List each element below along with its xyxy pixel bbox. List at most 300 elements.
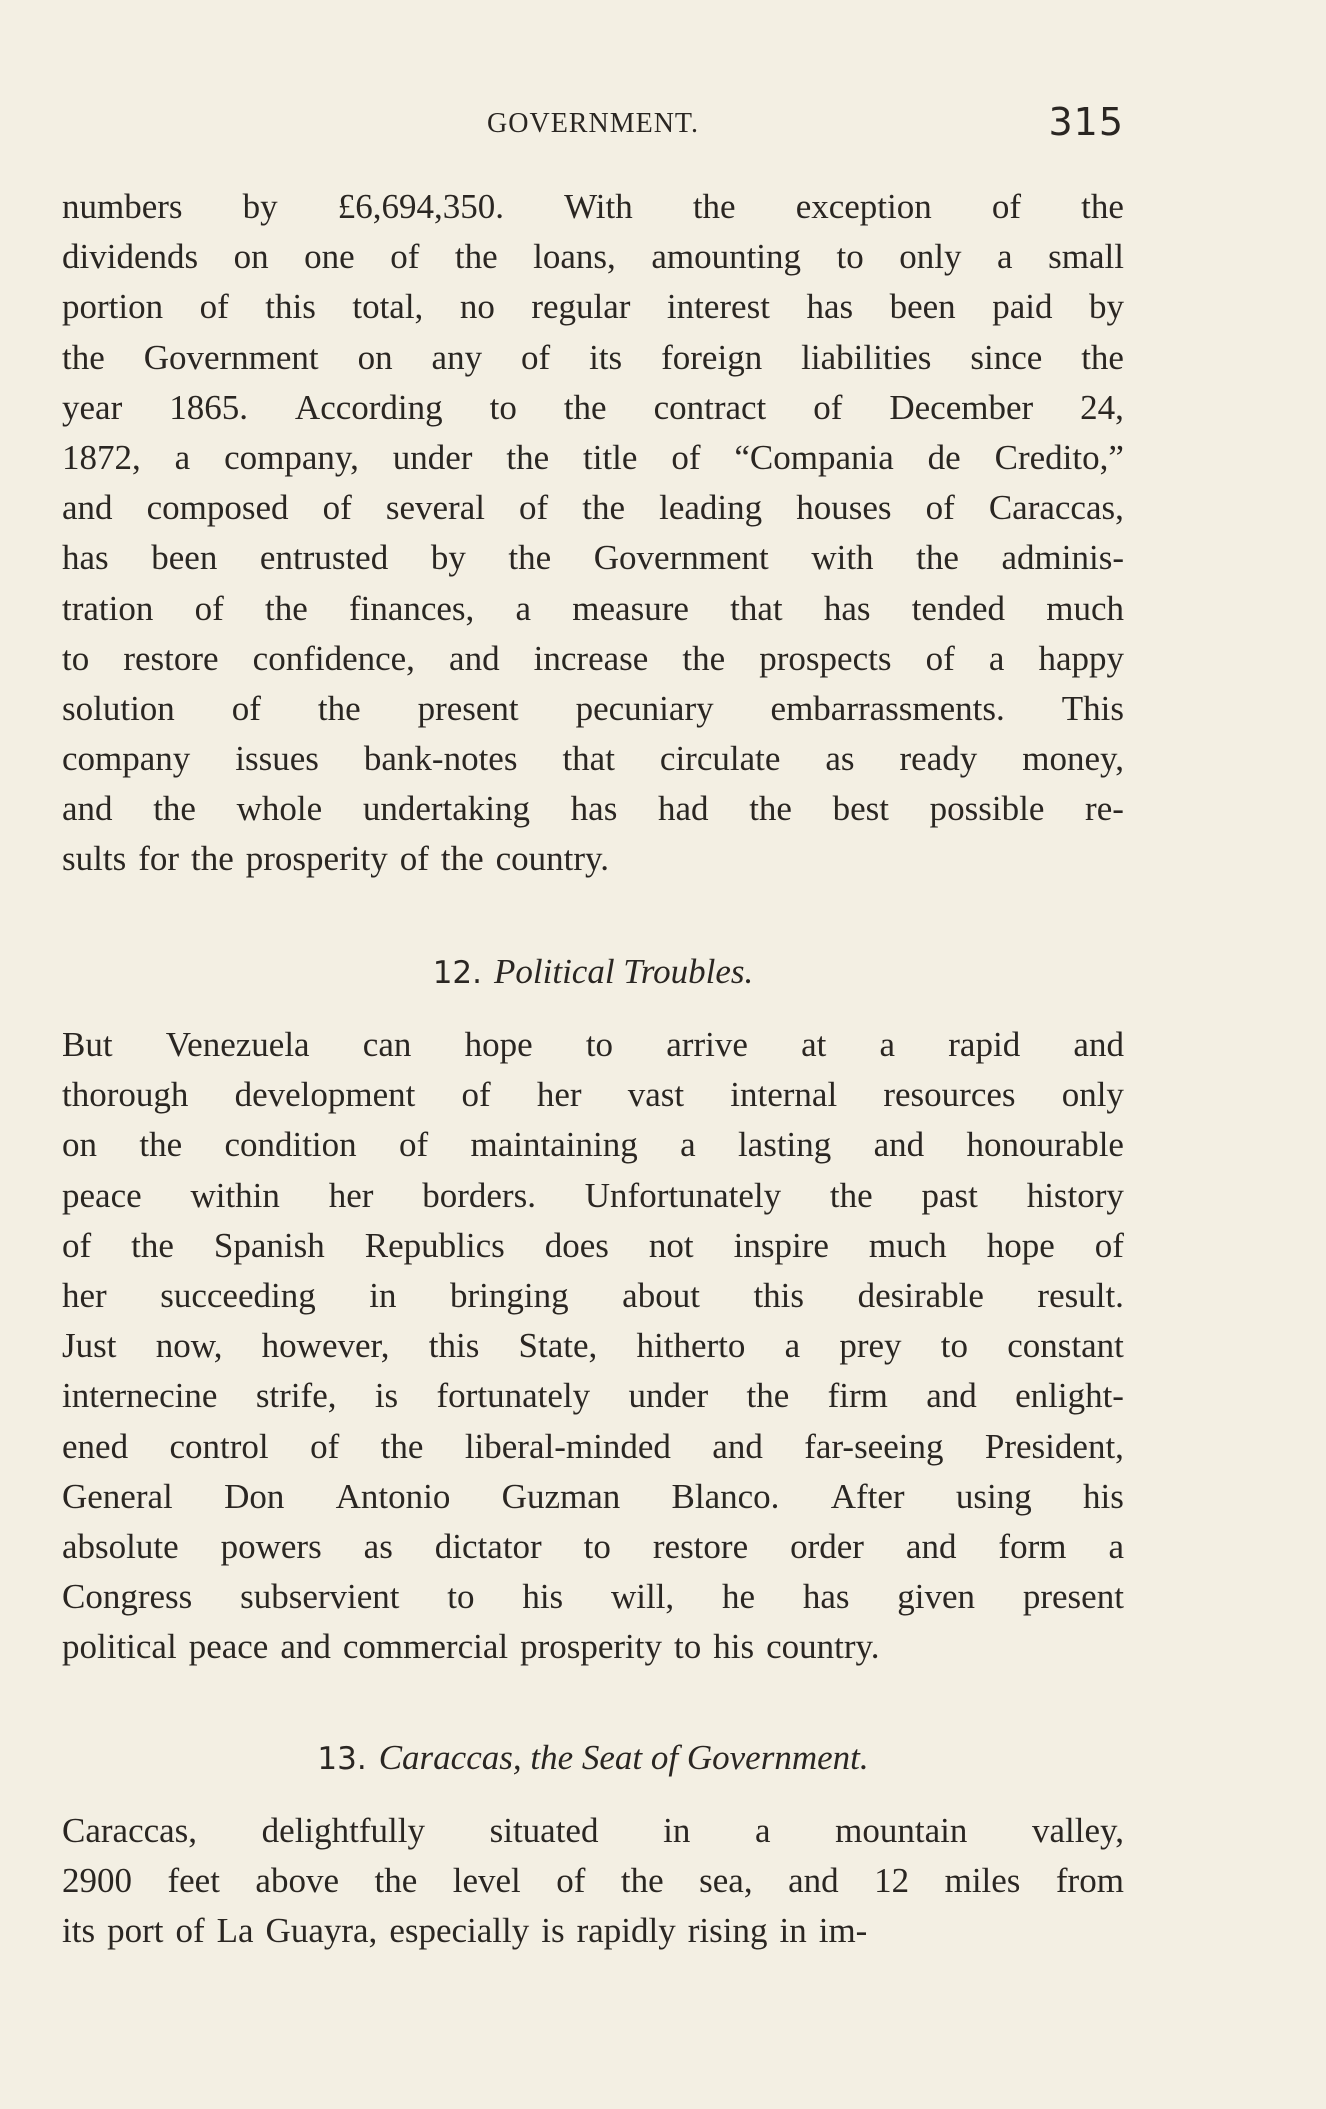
word: internecine [62, 1376, 218, 1416]
word: to [447, 1577, 475, 1617]
word: La [216, 1911, 254, 1951]
text-line [62, 1527, 1124, 1577]
word: of [813, 387, 843, 427]
word: in [663, 1811, 691, 1850]
text-line [62, 237, 1124, 287]
word: vast [627, 1075, 685, 1115]
word: amounting [651, 237, 802, 277]
word: hitherto [636, 1326, 746, 1366]
word: arrive [666, 1025, 748, 1064]
paragraph-political-troubles [62, 1025, 1124, 1677]
word: “Compania [734, 437, 894, 477]
word: Antonio [335, 1476, 451, 1516]
word: present [1022, 1577, 1124, 1617]
word: Venezuela [165, 1025, 310, 1064]
word: has [823, 588, 871, 628]
word: dividends [62, 237, 199, 277]
word: had [657, 789, 709, 829]
word: the [682, 638, 726, 678]
word: form [998, 1526, 1067, 1566]
word: rapidly [576, 1911, 676, 1951]
word: enlight- [1015, 1376, 1124, 1416]
word: honourable [966, 1125, 1124, 1165]
word: This [1061, 688, 1124, 728]
word: money, [1022, 739, 1124, 779]
word: possible [929, 789, 1045, 829]
word: prosperity [520, 1627, 663, 1667]
text-line [62, 789, 1124, 839]
word: total, [352, 287, 424, 327]
word: But [62, 1025, 113, 1064]
word: After [830, 1476, 905, 1516]
word: the [746, 1376, 790, 1416]
word: the [380, 1426, 424, 1466]
word: fortunately [436, 1376, 591, 1416]
word: ened [62, 1426, 129, 1466]
word: only [1061, 1075, 1124, 1115]
word: to [583, 1526, 611, 1566]
word: control [169, 1426, 269, 1466]
word: on [233, 237, 269, 277]
word: now, [155, 1326, 223, 1366]
word: however, [261, 1326, 390, 1366]
word: liabilities [801, 337, 932, 377]
word: 2900 [62, 1861, 132, 1901]
word: of [194, 588, 224, 628]
word: pecuniary [575, 688, 714, 728]
word: loans, [533, 237, 616, 277]
word: finances, [348, 588, 475, 628]
text-line [62, 187, 1124, 237]
word: exception [795, 187, 932, 226]
word: hope [986, 1225, 1055, 1265]
word: under [628, 1376, 709, 1416]
word: leading [659, 488, 763, 528]
word: resources [883, 1075, 1016, 1115]
word: is [374, 1376, 399, 1416]
word: Don [224, 1476, 285, 1516]
text-line [62, 287, 1124, 337]
word: much [868, 1225, 947, 1265]
word: composed [146, 488, 289, 528]
word: rapid [948, 1025, 1021, 1064]
text-line [62, 739, 1124, 789]
word: this [753, 1275, 805, 1315]
word: can [362, 1025, 412, 1064]
word: of [390, 237, 420, 277]
word: powers [220, 1526, 322, 1566]
word: a [784, 1326, 801, 1366]
paragraph-finances [62, 187, 1124, 890]
word: the [620, 1861, 664, 1901]
word: best [832, 789, 889, 829]
word: Guzman [501, 1476, 621, 1516]
word: at [801, 1025, 827, 1064]
word: the [506, 437, 550, 477]
word: bank-notes [363, 739, 518, 779]
word: restore [652, 1526, 749, 1566]
text-line [62, 1577, 1124, 1627]
word: her [328, 1175, 374, 1215]
word: peace [188, 1627, 269, 1667]
word: whole [236, 789, 323, 829]
paragraph-caraccas [62, 1811, 1124, 1962]
text-line [62, 1075, 1124, 1125]
word: maintaining [470, 1125, 638, 1165]
word: the [131, 1225, 174, 1265]
word: the [264, 588, 308, 628]
text-line [62, 1911, 1124, 1961]
word: history [1026, 1175, 1124, 1215]
word: tended [911, 588, 1005, 628]
word: no [459, 287, 495, 327]
word: subservient [240, 1577, 400, 1617]
word: for [138, 839, 180, 879]
word: Republics [364, 1225, 505, 1265]
word: her [536, 1075, 582, 1115]
word: embarrassments. [770, 688, 1005, 728]
word: he [721, 1577, 756, 1617]
word: small [1048, 237, 1124, 277]
word: far-seeing [804, 1426, 944, 1466]
word: by [430, 538, 466, 578]
word: tration [62, 588, 154, 628]
word: the [692, 187, 736, 226]
word: a [680, 1125, 696, 1165]
word: result. [1037, 1275, 1124, 1315]
word: rising [687, 1911, 768, 1951]
word: to [674, 1627, 702, 1667]
word: its [589, 337, 623, 377]
word: Guayra, [265, 1911, 378, 1951]
text-line [62, 388, 1124, 438]
page-number: 315 [1048, 100, 1124, 144]
word: country. [495, 839, 610, 879]
word: the [563, 387, 607, 427]
word: company, [224, 437, 359, 477]
text-line [62, 689, 1124, 739]
word: liberal-minded [464, 1426, 671, 1466]
word: feet [167, 1861, 220, 1901]
word: her [62, 1275, 107, 1315]
word: a [754, 1811, 771, 1850]
word: and [449, 638, 500, 678]
word: sea, [699, 1861, 753, 1901]
word: adminis- [1001, 538, 1124, 578]
word: of [399, 839, 429, 879]
word: thorough [62, 1075, 189, 1115]
word: by [242, 187, 278, 226]
word: the [829, 1175, 873, 1215]
word: valley, [1031, 1811, 1124, 1850]
word: Blanco. [671, 1476, 780, 1516]
word: year [62, 387, 123, 427]
word: of [399, 1125, 429, 1165]
word: £6,694,350. [337, 187, 505, 226]
word: restore [123, 638, 219, 678]
text-line [62, 1025, 1124, 1075]
word: to [585, 1025, 614, 1064]
word: port [107, 1911, 164, 1951]
word: to [836, 237, 864, 277]
word: dictator [434, 1526, 542, 1566]
text-line [62, 1376, 1124, 1426]
word: Spanish [213, 1225, 325, 1265]
word: houses [796, 488, 892, 528]
word: of [231, 688, 261, 728]
word: been [151, 538, 218, 578]
word: of [519, 488, 549, 528]
word: a [174, 437, 191, 477]
word: political [62, 1627, 177, 1667]
word: has [802, 1577, 850, 1617]
word: the [374, 1861, 418, 1901]
word: absolute [62, 1526, 179, 1566]
word: one [304, 237, 355, 277]
word: to [489, 387, 517, 427]
word: this [265, 287, 316, 327]
word: ready [899, 739, 978, 779]
word: 24, [1080, 387, 1124, 427]
word: country. [766, 1627, 880, 1667]
word: the [582, 488, 626, 528]
word: situated [489, 1811, 599, 1850]
word: Caraccas, [988, 488, 1124, 528]
text-line [62, 1176, 1124, 1226]
word: confidence, [252, 638, 415, 678]
word: title [583, 437, 638, 477]
word: the [440, 839, 484, 879]
word: to [62, 638, 90, 678]
word: especially [389, 1911, 530, 1951]
word: bringing [450, 1275, 569, 1315]
word: peace [62, 1175, 142, 1215]
word: only [899, 237, 962, 277]
word: circulate [659, 739, 781, 779]
word: portion [62, 287, 164, 327]
word: 12 [874, 1861, 910, 1901]
word: delightfully [261, 1811, 425, 1850]
word: under [392, 437, 473, 477]
word: the [191, 839, 234, 879]
word: issues [235, 739, 319, 779]
text-line [62, 639, 1124, 689]
word: According [294, 387, 443, 427]
text-line [62, 338, 1124, 388]
word: Government [593, 538, 769, 578]
word: happy [1038, 638, 1124, 678]
word: Government [143, 337, 319, 377]
word: order [790, 1526, 864, 1566]
word: a [988, 638, 1005, 678]
word: Unfortunately [584, 1175, 782, 1215]
word: President, [984, 1426, 1124, 1466]
word: im- [818, 1911, 868, 1951]
word: of [925, 488, 955, 528]
word: Caraccas, [62, 1811, 198, 1850]
word: has [62, 538, 109, 578]
word: of [322, 488, 352, 528]
word: and [62, 488, 113, 528]
word: firm [827, 1376, 888, 1416]
word: to [940, 1326, 969, 1366]
word: mountain [835, 1811, 968, 1850]
word: paid [992, 287, 1053, 327]
page-header [62, 100, 1124, 150]
word: above [255, 1861, 339, 1901]
text-line [62, 1811, 1124, 1861]
word: re- [1085, 789, 1124, 829]
word: condition [224, 1125, 357, 1165]
word: the [62, 337, 105, 377]
word: the [153, 789, 196, 829]
word: lasting [737, 1125, 832, 1165]
word: borders. [422, 1175, 536, 1215]
text-line [62, 1326, 1124, 1376]
word: the [916, 538, 959, 578]
word: within [190, 1175, 280, 1215]
text-line [62, 589, 1124, 639]
word: of [925, 638, 955, 678]
word: inspire [733, 1225, 829, 1265]
word: and [873, 1125, 925, 1165]
section-heading-caraccas [62, 1738, 1124, 1778]
word: in [369, 1275, 397, 1315]
word: and [788, 1861, 839, 1901]
word: will, [610, 1577, 675, 1617]
text-line [62, 1861, 1124, 1911]
word: has [806, 287, 854, 327]
section-title: Political Troubles. [494, 952, 754, 991]
word: the [1081, 337, 1124, 377]
word: using [955, 1476, 1032, 1516]
word: and [905, 1526, 957, 1566]
text-line [62, 1276, 1124, 1326]
word: its [62, 1911, 96, 1951]
word: the [139, 1125, 183, 1165]
word: 1872, [62, 437, 141, 477]
word: from [1055, 1861, 1124, 1901]
word: does [544, 1225, 609, 1265]
word: present [417, 688, 519, 728]
word: undertaking [362, 789, 531, 829]
word: the [749, 789, 792, 829]
word: With [564, 187, 633, 226]
section-number: 12. [432, 955, 483, 991]
word: the [317, 688, 361, 728]
word: sults [62, 839, 127, 879]
text-line [62, 438, 1124, 488]
word: several [385, 488, 485, 528]
word: and [1073, 1025, 1124, 1064]
word: December [889, 387, 1034, 427]
word: interest [666, 287, 770, 327]
word: of [461, 1075, 491, 1115]
word: increase [533, 638, 649, 678]
word: has [570, 789, 618, 829]
word: and [926, 1376, 977, 1416]
word: and [712, 1426, 763, 1466]
word: prey [839, 1326, 902, 1366]
section-number: 13. [317, 1741, 367, 1777]
word: the [454, 237, 498, 277]
word: that [562, 739, 615, 779]
word: with [811, 538, 874, 578]
word: succeeding [160, 1275, 316, 1315]
word: as [825, 739, 855, 779]
word: hope [464, 1025, 533, 1064]
word: desirable [857, 1275, 984, 1315]
word: foreign [661, 337, 763, 377]
word: of [199, 287, 229, 327]
word: General [62, 1476, 173, 1516]
word: constant [1007, 1326, 1124, 1366]
word: his [1083, 1476, 1124, 1516]
word: regular [531, 287, 631, 327]
word: about [622, 1275, 700, 1315]
word: a [879, 1025, 896, 1064]
text-line [62, 1226, 1124, 1276]
section-title: Caraccas, the Seat of Government. [378, 1738, 869, 1777]
word: of [556, 1861, 586, 1901]
word: his [713, 1627, 755, 1667]
word: as [363, 1526, 393, 1566]
word: any [431, 337, 483, 377]
word: on [357, 337, 393, 377]
word: a [515, 588, 532, 628]
word: of [991, 187, 1022, 226]
word: of [671, 437, 701, 477]
word: much [1046, 588, 1124, 628]
word: Just [62, 1326, 117, 1366]
word: 1865. [169, 387, 248, 427]
word: prosperity [245, 839, 388, 879]
word: that [730, 588, 783, 628]
word: prospects [759, 638, 892, 678]
word: de [927, 437, 961, 477]
word: of [310, 1426, 340, 1466]
word: since [970, 337, 1043, 377]
word: level [452, 1861, 521, 1901]
word: measure [572, 588, 689, 628]
word: this [428, 1326, 480, 1366]
word: is [541, 1911, 565, 1951]
text-line [62, 1627, 1124, 1677]
word: and [62, 789, 113, 829]
text-line [62, 538, 1124, 588]
word: the [1081, 187, 1124, 226]
word: internal [730, 1075, 838, 1115]
word: entrusted [259, 538, 389, 578]
text-line [62, 488, 1124, 538]
text-line [62, 1125, 1124, 1175]
word: commercial [342, 1627, 509, 1667]
word: the [508, 538, 552, 578]
word: company [62, 739, 191, 779]
word: Congress [62, 1577, 193, 1617]
word: of [521, 337, 551, 377]
word: and [280, 1627, 331, 1667]
word: State, [518, 1326, 598, 1366]
running-title: GOVERNMENT. [487, 108, 699, 139]
word: by [1088, 287, 1124, 327]
word: of [1094, 1225, 1124, 1265]
word: of [62, 1225, 92, 1265]
word: strife, [255, 1376, 337, 1416]
word: past [921, 1175, 978, 1215]
word: given [897, 1577, 976, 1617]
word: in [779, 1911, 807, 1951]
